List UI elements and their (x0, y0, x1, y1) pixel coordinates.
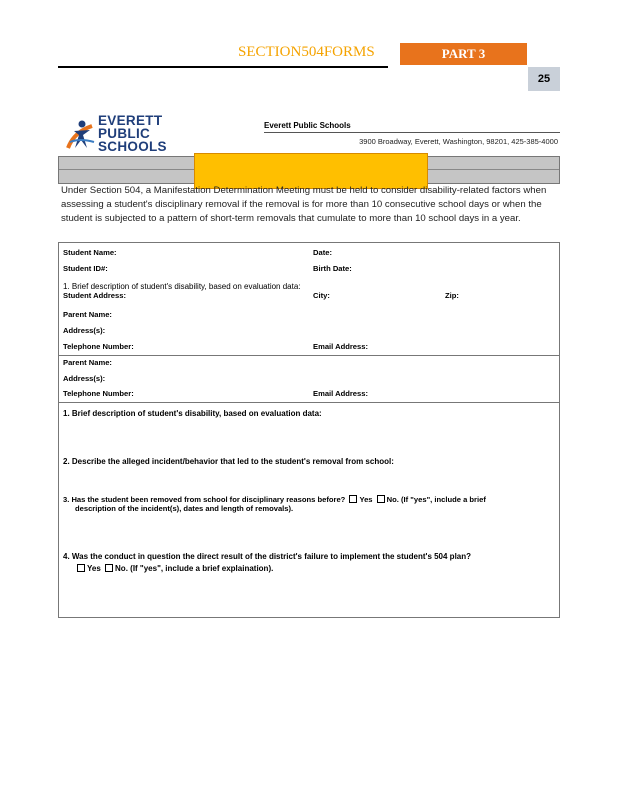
address-label: Address(s): (63, 374, 106, 383)
student-address-label: Student Address: (63, 291, 127, 300)
logo-line: PUBLIC (98, 126, 151, 141)
questions-section (58, 402, 560, 618)
question-2: 2. Describe the alleged incident/behavior that led to the student's removal from school: (63, 457, 394, 466)
q4-no-checkbox[interactable] (105, 564, 113, 572)
birth-date-label: Birth Date: (313, 264, 352, 273)
question-3-tail: (If "yes", include a brief (401, 495, 486, 504)
telephone-label: Telephone Number: (63, 389, 134, 398)
organization-name: Everett Public Schools (264, 121, 351, 130)
question-4: 4. Was the conduct in question the direct result of the district's failure to implement the student's 504 plan? (63, 552, 472, 561)
q3-no-label: No. (386, 495, 399, 504)
parent-name-label: Parent Name: (63, 310, 112, 319)
intro-paragraph: Under Section 504, a Manifestation Determination Meeting must be held to consider disability-related factors when assessing a student's disciplinary removal if the removal is for more than 10 consecutive school days or when the student is subjected to a pattern of short-term removals that cumulate to more than 10 school days in a year. (61, 185, 547, 225)
question-1: 1. Brief description of student's disability, based on evaluation data: (63, 409, 322, 418)
question-3-text: 3. Has the student been removed from school for disciplinary reasons before? (63, 495, 346, 504)
date-label: Date: (313, 248, 332, 257)
q3-yes-label: Yes (359, 495, 373, 504)
address-label: Address(s): (63, 326, 106, 335)
page-number: 25 (528, 67, 560, 91)
q3-yes-checkbox[interactable] (349, 495, 357, 503)
q3-no-checkbox[interactable] (377, 495, 385, 503)
student-id-label: Student ID#: (63, 264, 108, 273)
question-4-options (75, 564, 273, 573)
student-info-section (58, 242, 560, 356)
telephone-label: Telephone Number: (63, 342, 134, 351)
section-title: SECTION504FORMS (238, 44, 375, 60)
organization-address: 3900 Broadway, Everett, Washington, 98201, 425-385-4000 (359, 137, 558, 146)
logo-line: EVERETT (98, 113, 163, 128)
logo-line: SCHOOLS (98, 139, 167, 154)
header-rule (58, 66, 388, 68)
zip-label: Zip: (445, 291, 459, 300)
question-3 (63, 495, 486, 504)
second-parent-section (58, 354, 560, 403)
email-label: Email Address: (313, 342, 369, 351)
question-4-tail: (If "yes", include a brief explaination). (130, 564, 274, 573)
parent-name-label: Parent Name: (63, 358, 112, 367)
logo-wordmark (98, 114, 167, 153)
q4-no-label: No. (115, 564, 128, 573)
organization-rule (264, 132, 560, 133)
q4-yes-label: Yes (87, 564, 101, 573)
q4-yes-checkbox[interactable] (77, 564, 85, 572)
overlapping-question-text: 1. Brief description of student's disability, based on evaluation data: (63, 282, 301, 291)
city-label: City: (313, 291, 330, 300)
logo-figure-icon (66, 118, 96, 152)
email-label: Email Address: (313, 389, 369, 398)
part-badge: PART 3 (400, 43, 527, 65)
student-name-label: Student Name: (63, 248, 117, 257)
question-3-continuation: description of the incident(s), dates and length of removals). (75, 504, 294, 513)
